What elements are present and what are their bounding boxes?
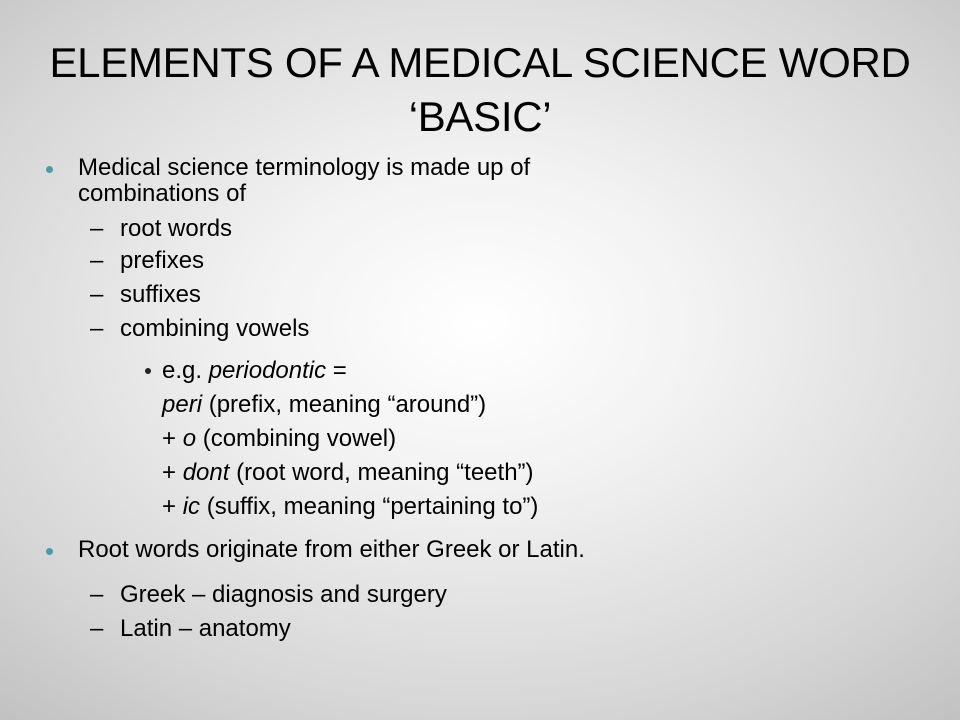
example-line-4 — [162, 458, 534, 488]
bullet-2-line-1: Root words originate from either Greek or Latin. — [78, 536, 585, 563]
sub-item-suffixes: suffixes — [120, 281, 201, 308]
dash-icon: – — [90, 615, 104, 642]
example-part-peri: peri — [162, 391, 203, 418]
example-plus: + — [162, 493, 183, 520]
bullet-1-line-2: combinations of — [78, 180, 247, 207]
example-eq: = — [326, 357, 347, 384]
sub-item-prefixes: prefixes — [120, 247, 205, 274]
sub-item-root-words: root words — [120, 215, 233, 242]
example-rest-dont: (root word, meaning “teeth”) — [229, 459, 534, 486]
sub-item-latin: Latin – anatomy — [120, 615, 291, 642]
dash-icon: – — [90, 315, 104, 342]
dash-icon: – — [90, 247, 104, 274]
example-line-2 — [162, 390, 486, 420]
example-line-3 — [162, 424, 396, 454]
bullet-dot-icon — [46, 548, 53, 555]
dash-icon: – — [90, 581, 104, 608]
example-plus: + — [162, 425, 183, 452]
example-word: periodontic — [208, 357, 327, 384]
dash-icon: – — [90, 281, 104, 308]
example-rest-ic: (suffix, meaning “pertaining to”) — [200, 493, 539, 520]
example-prefix: e.g. — [162, 357, 209, 384]
example-rest-o: (combining vowel) — [196, 425, 397, 452]
example-part-o: o — [182, 425, 197, 452]
example-part-ic: ic — [182, 493, 201, 520]
title-line-1: ELEMENTS OF A MEDICAL SCIENCE WORD — [49, 39, 911, 86]
example-part-dont: dont — [182, 459, 230, 486]
example-line-5 — [162, 492, 538, 522]
example-rest-peri: (prefix, meaning “around”) — [202, 391, 487, 418]
example-line-1 — [162, 356, 347, 386]
sub-item-combining-vowels: combining vowels — [120, 315, 310, 342]
sub-item-greek: Greek – diagnosis and surgery — [120, 581, 447, 608]
sub-bullet-dot-icon — [145, 368, 151, 374]
example-plus: + — [162, 459, 183, 486]
title-line-2: ‘BASIC’ — [408, 93, 552, 140]
bullet-dot-icon — [46, 166, 53, 173]
bullet-1-line-1: Medical science terminology is made up of — [78, 154, 531, 181]
dash-icon: – — [90, 215, 104, 242]
